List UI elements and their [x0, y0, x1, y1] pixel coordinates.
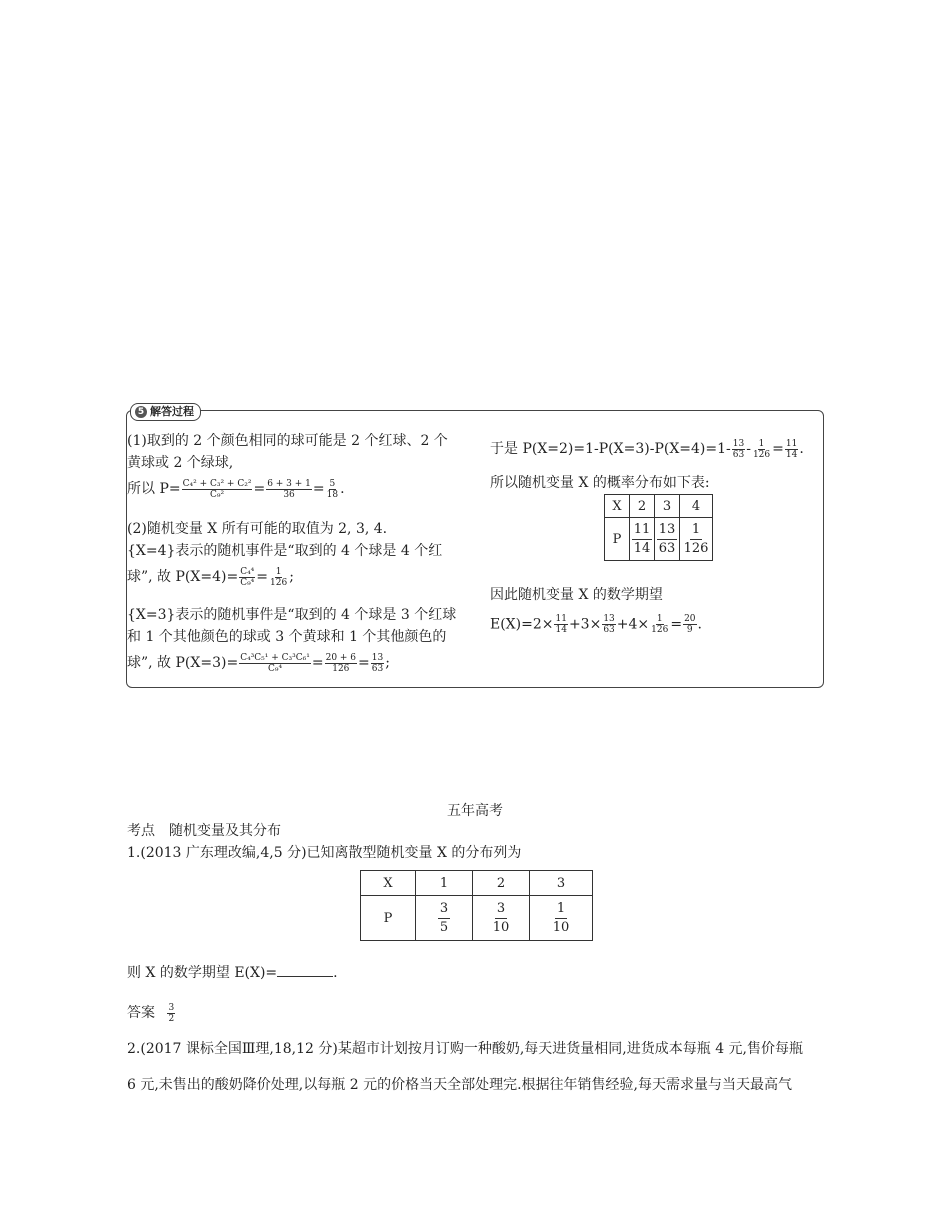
sol-line-3-pre: 所以 P=	[127, 481, 181, 497]
sol-line-1: (1)取到的 2 个颜色相同的球可能是 2 个红球、2 个	[127, 433, 448, 449]
solution-distribution-table	[604, 494, 713, 561]
denominator: 126	[270, 577, 288, 588]
denominator: 63	[658, 540, 676, 556]
fraction	[325, 653, 357, 674]
fraction	[326, 479, 339, 500]
denominator: 63	[371, 663, 384, 674]
equals: =	[311, 655, 324, 671]
sol-line-8: 和 1 个其他颜色的球或 3 个黄球和 1 个其他颜色的	[127, 629, 447, 645]
fraction	[553, 900, 570, 937]
table-cell	[630, 518, 655, 561]
sol-line-5: {X=4}表示的随机事件是“取到的 4 个球是 4 个红	[127, 543, 443, 559]
denominator: 14	[633, 540, 651, 556]
table-cell: 1	[416, 871, 473, 896]
semicolon: ;	[289, 569, 294, 585]
question-1-answer	[127, 1002, 176, 1024]
question-1-ask	[127, 962, 338, 982]
denominator: C₉⁴	[267, 663, 283, 674]
denominator: 2	[168, 1013, 175, 1024]
sol-line-2: 黄球或 2 个绿球,	[127, 455, 234, 471]
denominator: 126	[752, 449, 771, 460]
sol-right-line-1	[490, 438, 804, 460]
semicolon: ;	[385, 655, 390, 671]
denominator: 126	[332, 663, 350, 674]
equals: =	[253, 481, 266, 497]
numerator: C₄⁴	[240, 566, 255, 577]
numerator: 1	[275, 566, 282, 577]
numerator: 20 + 6	[325, 652, 357, 663]
fraction	[269, 567, 288, 588]
numerator: 3	[495, 900, 507, 919]
question-1-distribution-table	[360, 870, 593, 941]
topic-heading: 考点 随机变量及其分布	[127, 823, 281, 839]
numerator: 13	[657, 521, 678, 540]
denominator: 126	[683, 540, 709, 556]
sol-line-6	[127, 566, 294, 588]
fraction	[182, 479, 253, 500]
question-2-line-2: 6 元,未售出的酸奶降价处理,以每瓶 2 元的价格当天全部处理完.根据往年销售经验,每天需求量与当天最高气	[127, 1077, 792, 1093]
sol-line-7: {X=3}表示的随机事件是“取到的 4 个球是 3 个红球	[127, 607, 457, 623]
fraction	[684, 521, 709, 558]
denominator: C₉²	[209, 489, 225, 500]
question-1-text: 1.(2013 广东理改编,4,5 分)已知离散型随机变量 X 的分布列为	[127, 845, 522, 861]
table-header-cell: P	[605, 518, 630, 561]
numerator: 13	[732, 438, 745, 449]
table-row	[605, 518, 713, 561]
question-1-ask-text: 则 X 的数学期望 E(X)=	[127, 965, 278, 981]
denominator: 36	[283, 489, 295, 500]
table-cell	[416, 896, 473, 941]
table-header-cell: P	[361, 896, 416, 941]
denominator: 9	[686, 625, 693, 635]
numerator: 1	[690, 521, 702, 540]
table-cell: 4	[680, 495, 713, 518]
sol-right-line-4	[490, 614, 702, 635]
denominator: 18	[326, 489, 339, 500]
fraction	[493, 900, 510, 937]
equals: =	[358, 655, 370, 671]
numerator: 6 + 3 + 1	[267, 478, 311, 489]
minus: -	[746, 441, 751, 457]
sol-line-6-pre: 球”, 故 P(X=4)=	[127, 569, 239, 585]
denominator: C₉⁴	[240, 577, 255, 588]
sol-right-line-4-pre: E(X)=2×	[490, 616, 554, 633]
numerator: 1	[555, 900, 567, 919]
numerator: 11	[632, 521, 653, 540]
fraction	[785, 439, 798, 460]
denominator: 63	[603, 625, 615, 635]
fraction	[371, 653, 384, 674]
table-cell: 3	[655, 495, 680, 518]
fraction	[602, 614, 615, 635]
fraction	[632, 521, 653, 558]
denominator: 14	[555, 625, 567, 635]
fraction	[752, 439, 771, 460]
fraction	[554, 614, 567, 635]
sol-line-9	[127, 652, 390, 674]
table-row	[605, 495, 713, 518]
numerator: 13	[603, 614, 615, 624]
fraction	[239, 567, 255, 588]
fraction	[732, 439, 745, 460]
sol-right-line-2: 所以随机变量 X 的概率分布如下表:	[490, 475, 710, 491]
sol-line-3	[127, 478, 345, 500]
fraction	[657, 521, 678, 558]
period: .	[333, 965, 338, 981]
table-row	[361, 896, 593, 941]
equals: =	[312, 481, 325, 497]
equals: =	[256, 569, 269, 585]
period: .	[340, 481, 345, 497]
table-cell: 3	[530, 871, 593, 896]
period: .	[799, 441, 804, 457]
numerator: 11	[785, 438, 798, 449]
table-row	[361, 871, 593, 896]
step-number-badge: 5	[135, 406, 147, 418]
plus-term: +3×	[568, 616, 602, 633]
fraction	[239, 653, 311, 674]
sol-right-line-1-pre: 于是 P(X=2)=1-P(X=3)-P(X=4)=1-	[490, 441, 731, 457]
table-cell	[530, 896, 593, 941]
question-2-line-1: 2.(2017 课标全国Ⅲ理,18,12 分)某超市计划按月订购一种酸奶,每天进货量相同,进货成本每瓶 4 元,售价每瓶	[127, 1041, 803, 1057]
denominator: 10	[492, 919, 510, 935]
answer-label: 答案	[127, 1005, 155, 1021]
numerator: 3	[438, 900, 450, 919]
table-header-cell: X	[361, 871, 416, 896]
fraction	[650, 614, 669, 635]
table-cell: 2	[630, 495, 655, 518]
denominator: 5	[439, 919, 449, 935]
table-cell	[473, 896, 530, 941]
period: .	[697, 616, 702, 633]
sol-line-4: (2)随机变量 X 所有可能的取值为 2, 3, 4.	[127, 521, 388, 537]
table-cell: 2	[473, 871, 530, 896]
equals: =	[772, 441, 784, 457]
section-title: 五年高考	[447, 803, 503, 819]
solution-tag-label: 解答过程	[150, 405, 194, 418]
numerator: 1	[758, 438, 765, 449]
plus-term: +4×	[616, 616, 650, 633]
answer-fraction	[167, 1003, 175, 1024]
table-header-cell: X	[605, 495, 630, 518]
numerator: 13	[371, 652, 384, 663]
numerator: 1	[656, 614, 663, 624]
answer-blank	[277, 964, 333, 977]
denominator: 63	[732, 449, 745, 460]
table-cell	[680, 518, 713, 561]
sol-right-line-3: 因此随机变量 X 的数学期望	[490, 587, 663, 603]
fraction	[438, 900, 450, 937]
numerator: C₄² + C₃² + C₂²	[182, 478, 252, 489]
numerator: 3	[168, 1002, 175, 1013]
numerator: 5	[329, 478, 336, 489]
fraction	[683, 614, 696, 635]
denominator: 126	[651, 625, 669, 635]
denominator: 10	[552, 919, 570, 935]
table-cell	[655, 518, 680, 561]
equals: =	[670, 616, 683, 633]
numerator: 20	[684, 614, 696, 624]
fraction	[266, 479, 312, 500]
sol-line-9-pre: 球”, 故 P(X=3)=	[127, 655, 239, 671]
numerator: 11	[555, 614, 567, 624]
solution-tag	[130, 403, 201, 421]
denominator: 14	[785, 449, 798, 460]
numerator: C₄³C₅¹ + C₃³C₆¹	[240, 652, 310, 663]
